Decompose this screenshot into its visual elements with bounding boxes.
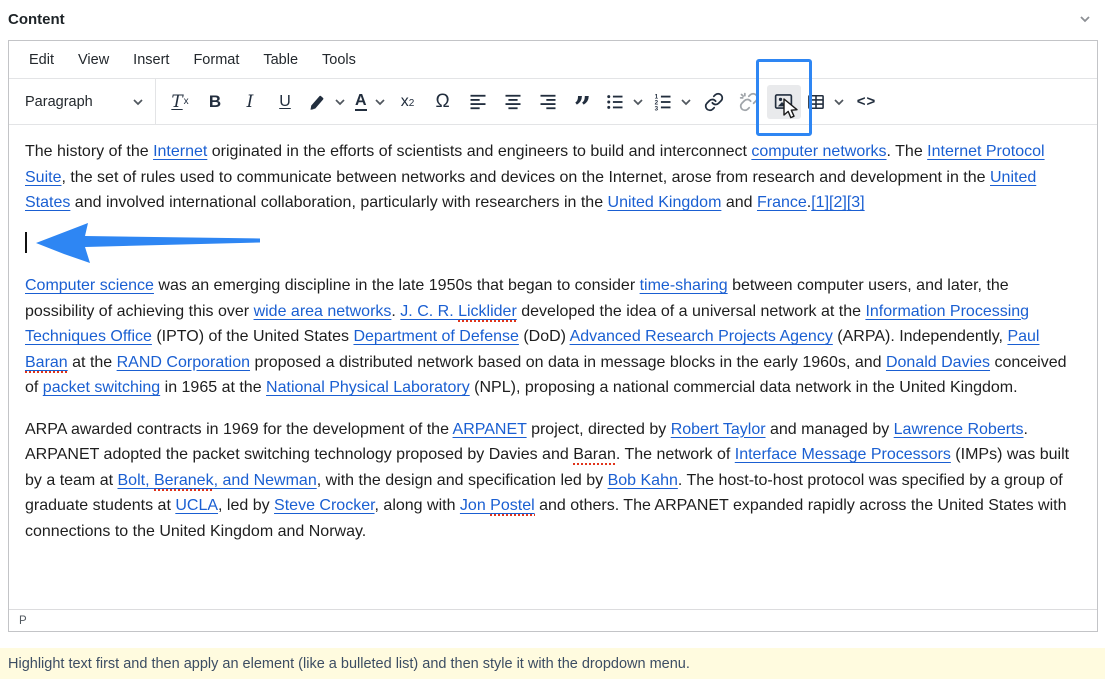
remove-link-button[interactable] — [732, 85, 766, 119]
content-text: , along with — [374, 497, 460, 514]
table-icon — [806, 92, 826, 112]
content-text: (NPL), proposing a national commercial data network in the United Kingdom. — [469, 379, 1018, 396]
content-text: Baran — [573, 446, 616, 463]
svg-text:3: 3 — [654, 104, 658, 112]
content-text: . — [806, 194, 812, 211]
content-link[interactable]: Robert Taylor — [670, 420, 766, 438]
content-text: . — [391, 302, 401, 320]
content-text: . The — [886, 143, 928, 160]
help-note-text: Highlight text first and then apply an element (like a bulleted list) and then style it with the dropdown menu. — [8, 655, 690, 672]
content-text: proposed a distributed network based on data in message blocks in the early 1960s, and — [250, 353, 886, 371]
content-link[interactable]: Beranek — [153, 471, 214, 489]
content-link[interactable]: time-sharing — [639, 277, 728, 294]
content-text: ARPA awarded contracts in 1969 for the development of the — [25, 420, 453, 438]
content-text: and managed by — [765, 420, 894, 438]
chevron-down-icon — [680, 98, 692, 106]
content-link[interactable]: Donald Davies — [885, 353, 991, 371]
menu-insert[interactable]: Insert — [133, 51, 170, 68]
content-link[interactable]: National Physical Laboratory — [266, 379, 470, 396]
content-link[interactable]: Advanced Research Projects Agency — [569, 328, 833, 345]
content-link[interactable]: Computer science — [25, 277, 154, 294]
content-link[interactable]: Lawrence Roberts — [893, 420, 1024, 438]
numbered-list-button[interactable] — [649, 85, 696, 119]
content-text: . The host-to-host protocol was specified by a group of graduate students at — [25, 471, 1063, 514]
content-link[interactable]: [2] — [829, 194, 847, 211]
content-text: and — [721, 194, 757, 211]
format-select[interactable]: Paragraph — [16, 85, 148, 119]
content-link[interactable]: UCLA — [175, 497, 219, 514]
bulleted-list-icon — [605, 92, 625, 112]
element-path[interactable]: P — [19, 614, 27, 627]
align-left-icon — [468, 92, 488, 112]
paragraph[interactable] — [25, 139, 1082, 216]
align-left-button[interactable] — [461, 85, 495, 119]
help-note — [0, 648, 1105, 679]
paragraph[interactable] — [25, 417, 1082, 545]
annotation-arrow-icon — [34, 221, 262, 267]
content-link[interactable]: [3] — [846, 194, 865, 211]
editor-menubar — [9, 41, 1097, 79]
clear-formatting-button[interactable]: T x — [171, 91, 189, 112]
insert-image-button[interactable] — [767, 85, 801, 119]
content-link[interactable]: Licklider — [458, 302, 517, 320]
chevron-down-icon — [833, 98, 845, 106]
content-link[interactable]: Bolt, — [117, 471, 154, 489]
special-character-button[interactable]: Ω — [435, 90, 450, 112]
align-center-icon — [503, 92, 523, 112]
content-text: (IMPs) was built by a team at — [25, 446, 1070, 489]
rich-text-editor — [8, 40, 1098, 632]
content-link[interactable]: packet switching — [42, 379, 161, 396]
content-link[interactable]: Department of Defense — [353, 328, 519, 345]
content-link[interactable]: France — [756, 194, 807, 211]
chevron-down-icon — [374, 98, 386, 106]
menu-view[interactable]: View — [78, 51, 110, 68]
content-link[interactable]: , and Newman — [213, 471, 317, 489]
blockquote-button[interactable] — [566, 85, 600, 126]
paragraph[interactable] — [25, 232, 1082, 258]
superscript-button[interactable]: x 2 — [400, 92, 415, 110]
table-button[interactable] — [802, 85, 849, 119]
content-text: and involved international collaboration, particularly with researchers in the — [70, 194, 608, 211]
content-panel-header — [0, 0, 1105, 32]
content-link[interactable]: Paul — [1007, 328, 1040, 345]
highlighter-icon — [307, 92, 327, 112]
content-link[interactable]: RAND Corporation — [116, 353, 251, 371]
content-text: in 1965 at the — [160, 379, 267, 396]
content-link[interactable]: Jon — [459, 497, 491, 514]
content-text: developed the idea of a universal network at the — [516, 302, 866, 320]
content-link[interactable]: United States — [25, 168, 1037, 211]
editor-content[interactable] — [9, 125, 1097, 609]
content-link[interactable]: Bob Kahn — [607, 471, 678, 489]
numbered-list-icon — [653, 92, 673, 112]
menu-tools[interactable]: Tools — [322, 51, 356, 68]
content-text: and others. The ARPANET expanded rapidly across the United States with connections to the United Kingdom and Norway. — [25, 497, 1067, 540]
svg-text:2: 2 — [654, 99, 658, 106]
bold-button[interactable]: B — [208, 91, 222, 111]
content-link[interactable]: Information Processing Techniques Office — [25, 302, 1030, 345]
chevron-down-icon — [132, 98, 144, 106]
content-text: . The network of — [615, 446, 735, 463]
content-link[interactable]: Internet — [153, 143, 208, 160]
content-text: The history of the — [25, 143, 154, 160]
content-text: , with the design and specification led by — [316, 471, 608, 489]
content-text: at the — [67, 353, 117, 371]
content-text: project, directed by — [526, 420, 671, 438]
text-cursor — [25, 232, 27, 253]
svg-text:1: 1 — [654, 93, 658, 101]
content-text: , led by — [218, 497, 275, 514]
menu-edit[interactable]: Edit — [29, 51, 54, 68]
source-code-button[interactable] — [850, 85, 884, 119]
chevron-down-icon — [334, 98, 346, 106]
underline-button[interactable]: U — [279, 92, 291, 110]
content-text: conceived of — [25, 353, 1067, 396]
content-link[interactable]: Internet Protocol Suite — [25, 143, 1045, 186]
content-link[interactable]: United Kingdom — [607, 194, 722, 211]
editor-toolbar — [9, 79, 1097, 125]
content-link[interactable]: J. C. R. — [400, 302, 459, 320]
toolbar-separator — [155, 79, 156, 125]
content-text: (IPTO) of the United States — [151, 328, 354, 345]
content-link[interactable]: wide area networks — [253, 302, 392, 320]
content-text: originated in the efforts of scientists and engineers to build and interconnect — [207, 143, 752, 160]
content-text: (DoD) — [518, 328, 570, 345]
content-text: , the set of rules used to communicate between networks and devices on the Internet, arose from research and development in the — [61, 168, 990, 186]
menu-format[interactable]: Format — [193, 51, 240, 68]
unlink-icon — [739, 92, 759, 112]
paragraph[interactable] — [25, 273, 1082, 401]
chevron-down-icon — [632, 98, 644, 106]
text-color-button[interactable]: A — [351, 85, 390, 119]
content-text: between computer users, and later, the possibility of achieving this over — [25, 277, 1009, 320]
blockquote-icon: ” — [573, 90, 592, 126]
panel-collapse-button[interactable] — [1077, 11, 1093, 27]
align-right-icon — [538, 92, 558, 112]
content-link[interactable]: computer networks — [751, 143, 887, 160]
content-link[interactable]: Steve Crocker — [274, 497, 375, 514]
italic-button[interactable]: I — [246, 91, 254, 112]
content-link[interactable]: Postel — [490, 497, 535, 514]
menu-table[interactable]: Table — [263, 51, 299, 68]
content-link[interactable]: ARPANET — [452, 420, 527, 438]
page-title: Content — [8, 10, 65, 28]
editor-statusbar — [9, 609, 1097, 631]
insert-link-button[interactable] — [697, 85, 731, 119]
content-link[interactable]: [1] — [811, 194, 830, 211]
code-icon: <> — [856, 93, 877, 110]
bulleted-list-button[interactable] — [601, 85, 648, 119]
content-link[interactable]: Baran — [25, 353, 68, 371]
content-text: was an emerging discipline in the late 1950s that began to consider — [153, 277, 640, 294]
content-text: . ARPANET adopted the packet switching technology proposed by Davies and — [25, 420, 1028, 463]
chevron-down-icon — [1077, 11, 1093, 27]
mouse-cursor-icon — [782, 98, 802, 120]
align-right-button[interactable] — [531, 85, 565, 119]
align-center-button[interactable] — [496, 85, 530, 119]
content-text: (ARPA). Independently, — [832, 328, 1008, 345]
link-icon — [704, 92, 724, 112]
highlight-color-button[interactable] — [303, 85, 350, 119]
content-link[interactable]: Interface Message Processors — [734, 446, 951, 463]
